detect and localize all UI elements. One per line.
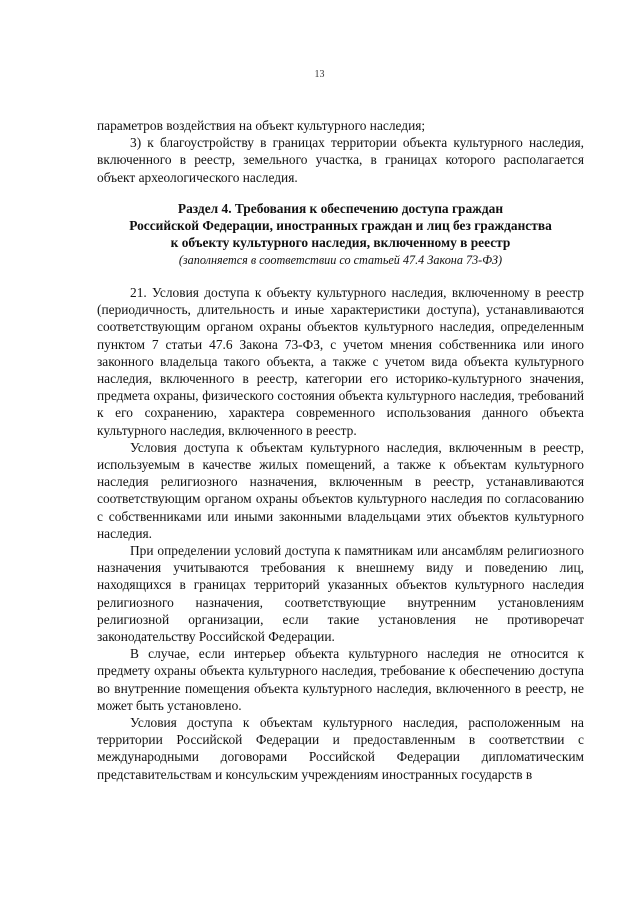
section-title-line-3: к объекту культурного наследия, включенному в реестр <box>170 235 511 251</box>
section-title-line-1: Раздел 4. Требования к обеспечению доступа граждан <box>177 201 504 216</box>
page-number: 13 <box>314 69 325 80</box>
section-heading <box>97 200 584 268</box>
intro-paragraph-2: 3) к благоустройству в границах территории объекта культурного наследия, включенного в реестр, земельного участка, в границах которого располагается объект археологического наследия. <box>97 135 584 185</box>
paragraph-interior: В случае, если интерьер объекта культурного наследия не относится к предмету охраны объекта культурного наследия, требование к обеспечению доступа во внутренние помещения объекта культурного наследия, включенного в реестр, не может быть установлено. <box>97 646 584 713</box>
section-body <box>97 284 584 783</box>
paragraph-religious-monuments: При определении условий доступа к памятникам или ансамблям религиозного назначения учитываются требования к внешнему виду и поведению лиц, находящихся в границах территорий указанных объектов культурного наследия религиозного назначения, соответствующие внутренним установлениям религиозной организации, если такие установления не противоречат законодательству Российской Федерации. <box>97 543 584 645</box>
section-title-line-2: Российской Федерации, иностранных граждан и лиц без гражданства <box>129 218 552 234</box>
section-note: (заполняется в соответствии со статьей 47.4 Закона 73-ФЗ) <box>178 252 503 267</box>
paragraph-21: 21. Условия доступа к объекту культурного наследия, включенному в реестр (периодичность, длительность и иные характеристики доступа), устанавливаются соответствующим органом охраны объектов культурного наследия, определенным пунктом 7 статьи 47.6 Закона 73-ФЗ, с учетом мнения собственника или иного законного владельца такого объекта, а также с учетом вида объекта культурного наследия, включенного в реестр, категории его историко-культурного значения, предмета охраны, физического состояния объекта культурного наследия, требований к его сохранению, характера современного использования данного объекта культурного наследия, включенного в реестр. <box>97 285 584 438</box>
paragraph-residential-access: Условия доступа к объектам культурного наследия, включенным в реестр, используемым в качестве жилых помещений, а также к объектам культурного наследия религиозного назначения, включенным в реестр, устанавливаются соответствующим органом охраны объектов культурного наследия по согласованию с собственниками или иными законными владельцами этих объектов культурного наследия. <box>97 439 584 541</box>
intro-paragraph-1: параметров воздействия на объект культурного наследия; <box>97 118 426 133</box>
paragraph-diplomatic: Условия доступа к объектам культурного наследия, расположенным на территории Российской Федерации и предоставленным в соответствии с международными договорами Российской Федерации дипломатическим представительствам и консульским учреждениям иностранных государств в <box>97 715 584 782</box>
intro-text <box>97 117 584 186</box>
